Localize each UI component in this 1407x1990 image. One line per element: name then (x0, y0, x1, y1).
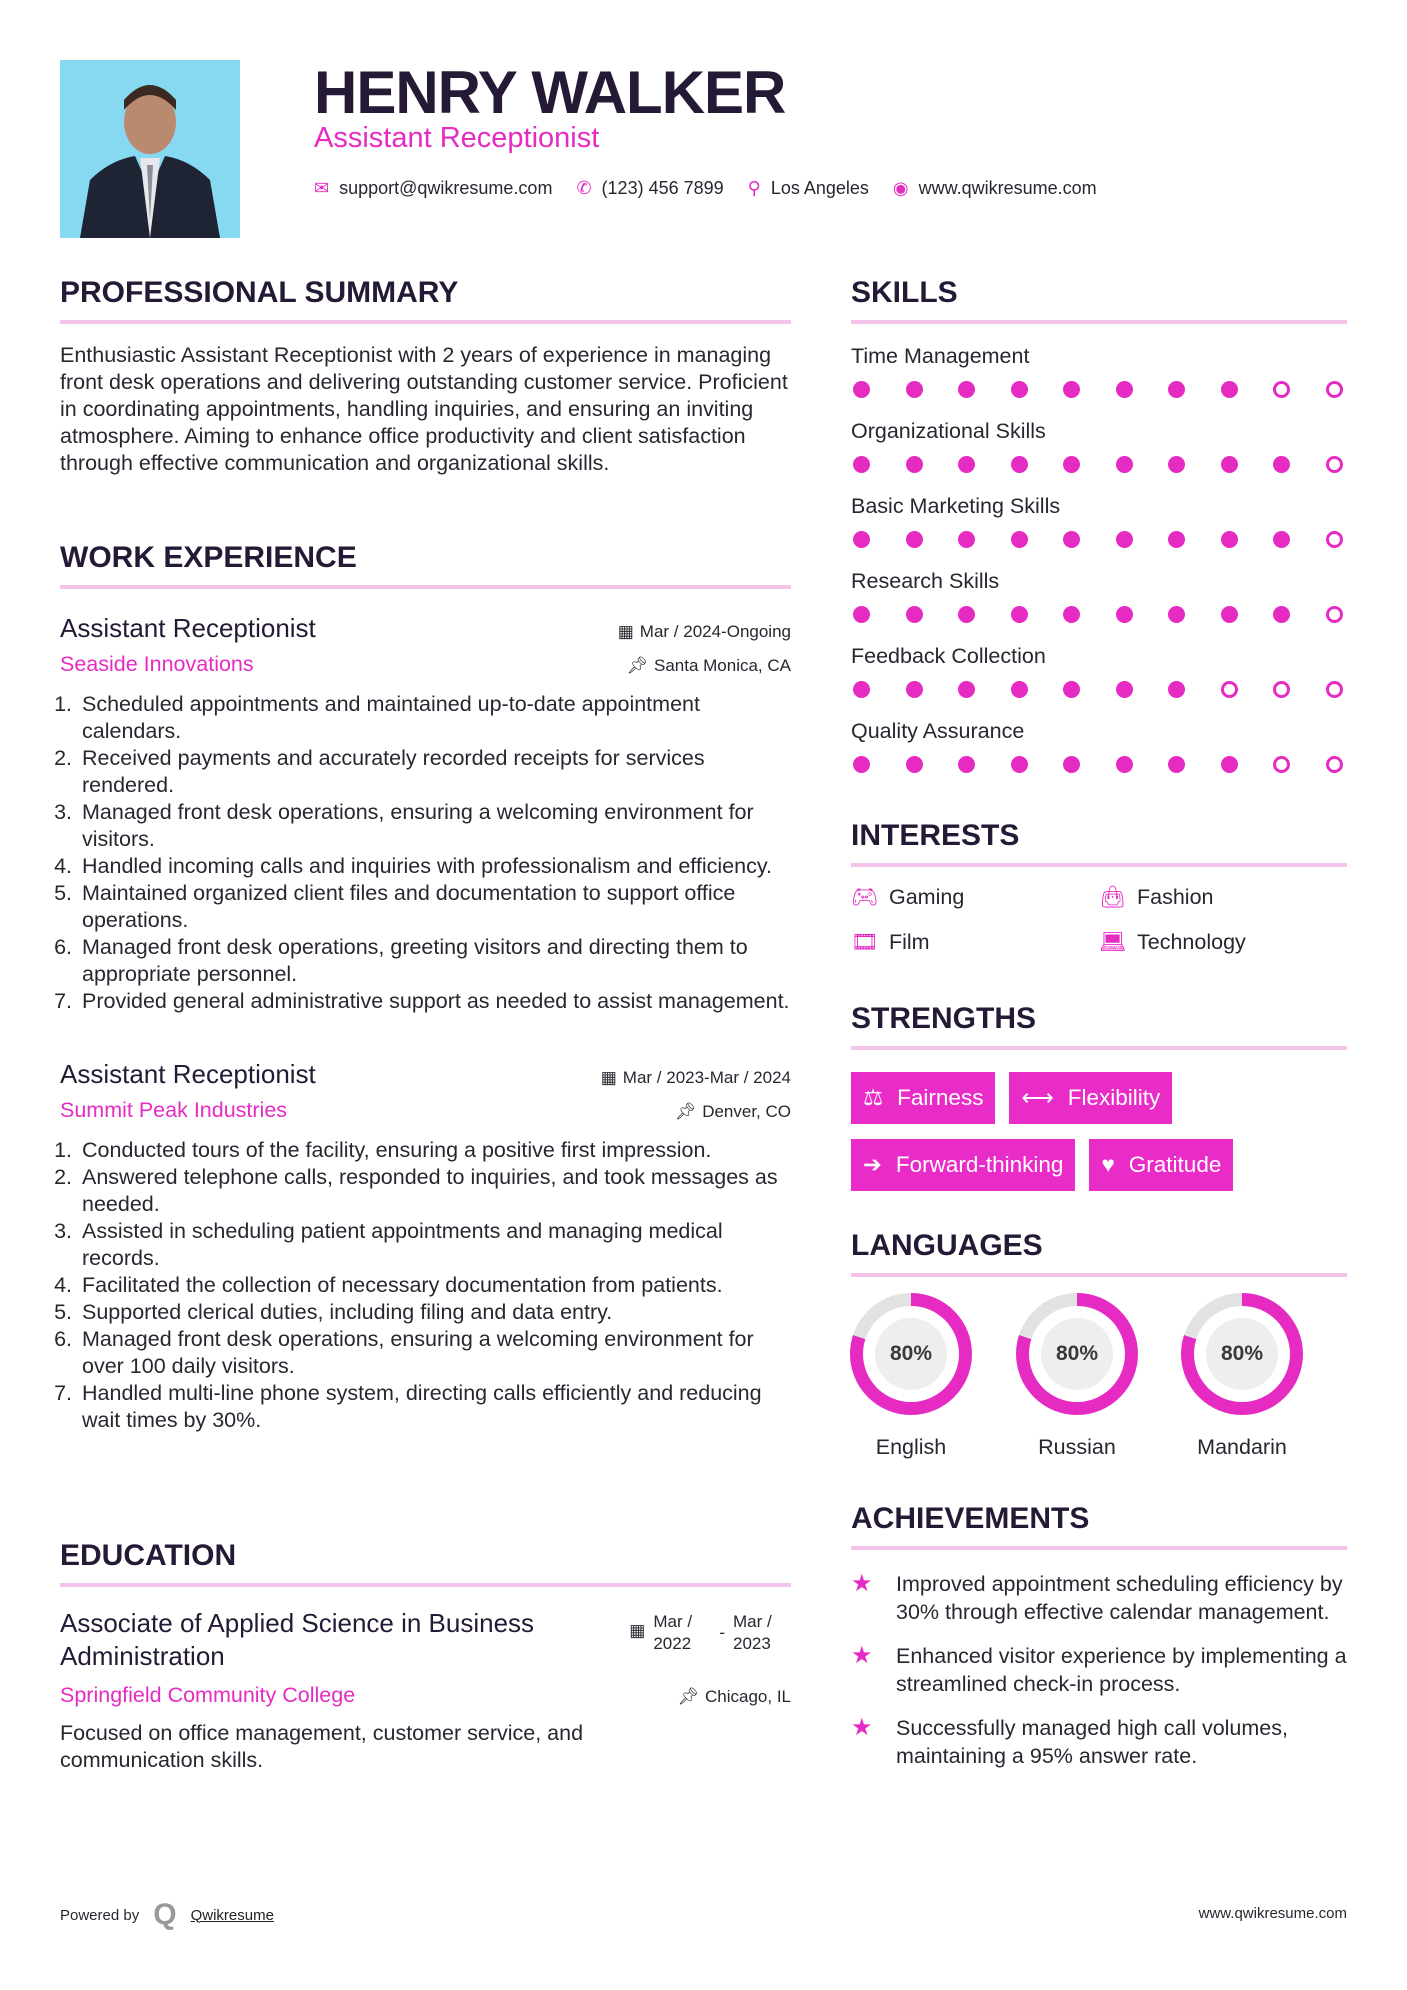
language-item (1157, 1293, 1327, 1460)
divider (60, 1583, 791, 1587)
language-percent: 80% (1041, 1318, 1113, 1390)
strength-badge: ⟷ Flexibility (1009, 1072, 1172, 1124)
section-heading: WORK EXPERIENCE (60, 541, 357, 574)
star-icon: ★ (851, 1714, 873, 1741)
job-duty: 1. Scheduled appointments and maintained up-to-date appointment calendars. (78, 691, 791, 745)
rating-dot-empty (1326, 756, 1343, 773)
skill-name: Research Skills (851, 569, 1000, 593)
job-location: Denver, CO (702, 1102, 791, 1121)
envelope-icon: ✉ (314, 178, 330, 198)
job-duty: 6. Managed front desk operations, ensuring a welcoming environment for over 100 daily visitors. (78, 1326, 791, 1380)
rating-dot-filled (853, 456, 870, 473)
rating-dot-empty (1326, 381, 1343, 398)
skill-item (851, 569, 1347, 644)
job-entry (60, 613, 791, 1015)
rating-dot-filled (906, 606, 923, 623)
rating-dot-filled (1221, 756, 1238, 773)
interest-technology: 💻︎ Technology (1099, 930, 1246, 954)
skill-name: Feedback Collection (851, 644, 1046, 668)
divider (60, 320, 791, 324)
contact-email[interactable]: support@qwikresume.com (339, 178, 553, 198)
job-duty: 5. Maintained organized client files and documentation to support office operations. (78, 880, 791, 934)
rating-dot-empty (1273, 756, 1290, 773)
skill-item (851, 344, 1347, 419)
job-duty: 4. Facilitated the collection of necessary documentation from patients. (78, 1272, 791, 1299)
rating-dot-empty (1221, 681, 1238, 698)
job-duty: 5. Supported clerical duties, including filing and data entry. (78, 1299, 791, 1326)
contact-location: Los Angeles (770, 178, 869, 198)
pushpin-icon: 📌︎ (674, 1102, 697, 1121)
strengths-section (851, 1002, 1347, 1191)
divider (851, 1546, 1347, 1550)
rating-dot-filled (906, 456, 923, 473)
rating-dot-filled (1273, 606, 1290, 623)
divider (851, 320, 1347, 324)
language-ring (1016, 1293, 1138, 1415)
section-heading: SKILLS (851, 276, 958, 309)
shopping-bag-icon: 👜︎ (1099, 885, 1127, 909)
rating-dot-filled (906, 756, 923, 773)
section-heading: PROFESSIONAL SUMMARY (60, 276, 459, 309)
job-entry (60, 1059, 791, 1434)
summary-text: Enthusiastic Assistant Receptionist with 2 years of experience in managing front desk operations and delivering outstanding customer service. Proficient in coordinating appointments, handling inquiries, and ensuring an inviting atmosphere. Aiming to enhance office productivity and client satisfaction through effective communication and organizational skills. (60, 343, 788, 475)
rating-dot-filled (906, 681, 923, 698)
rating-dot-filled (853, 381, 870, 398)
job-location: Santa Monica, CA (653, 656, 791, 675)
language-name: English (875, 1435, 947, 1459)
rating-dot-filled (1168, 606, 1185, 623)
divider (851, 863, 1347, 867)
skill-item (851, 644, 1347, 719)
calendar-icon: ▦ (600, 1068, 617, 1087)
section-heading: LANGUAGES (851, 1229, 1043, 1262)
star-icon: ★ (851, 1642, 873, 1669)
skill-name: Basic Marketing Skills (851, 494, 1061, 518)
interest-fashion: 👜︎ Fashion (1099, 885, 1214, 909)
footer-website[interactable]: www.qwikresume.com (1198, 1905, 1347, 1922)
job-duty: 7. Handled multi-line phone system, directing calls efficiently and reducing wait times by 30%. (78, 1380, 791, 1434)
job-date: Mar / 2024-Ongoing (639, 622, 791, 641)
rating-dot-filled (1116, 456, 1133, 473)
rating-dot-filled (853, 756, 870, 773)
scale-icon: ⚖ (863, 1085, 884, 1110)
language-name: Russian (1038, 1435, 1116, 1459)
company-name: Summit Peak Industries (60, 1098, 288, 1122)
divider (851, 1273, 1347, 1277)
phone-icon: ✆ (576, 178, 592, 198)
rating-dot-filled (1168, 756, 1185, 773)
education-text: Focused on office management, customer service, and communication skills. (60, 1721, 584, 1772)
language-percent: 80% (1206, 1318, 1278, 1390)
rating-dot-filled (1011, 531, 1028, 548)
qwikresume-link[interactable]: Qwikresume (190, 1906, 274, 1924)
calendar-icon: ▦ (629, 1621, 646, 1640)
degree-title: Associate of Applied Science in Business Administration (60, 1608, 535, 1671)
skill-rating (851, 606, 1345, 644)
rating-dot-filled (1011, 756, 1028, 773)
company-name: Seaside Innovations (60, 652, 254, 676)
rating-dot-filled (958, 681, 975, 698)
experience-section (60, 541, 791, 1434)
edu-end-date: Mar / 2023 (733, 1612, 772, 1653)
rating-dot-filled (1221, 381, 1238, 398)
skill-rating (851, 456, 1345, 494)
footer-powered (60, 1898, 274, 1932)
job-duty: 2. Answered telephone calls, responded to inquiries, and took messages as needed. (78, 1164, 791, 1218)
rating-dot-empty (1326, 456, 1343, 473)
strength-badge: ♥ Gratitude (1089, 1139, 1233, 1191)
school-name: Springfield Community College (60, 1683, 356, 1707)
section-heading: EDUCATION (60, 1539, 237, 1572)
job-duty: 4. Handled incoming calls and inquiries with professionalism and efficiency. (78, 853, 791, 880)
rating-dot-filled (1116, 681, 1133, 698)
rating-dot-filled (1168, 681, 1185, 698)
skills-section (851, 276, 1347, 794)
job-title: Assistant Receptionist (60, 613, 316, 643)
section-heading: STRENGTHS (851, 1002, 1037, 1035)
achievement-item: ★ Improved appointment scheduling efficiency by 30% through effective calendar management. (851, 1570, 1343, 1624)
section-heading: ACHIEVEMENTS (851, 1502, 1090, 1535)
skill-item (851, 494, 1347, 569)
job-duty: 3. Assisted in scheduling patient appointments and managing medical records. (78, 1218, 791, 1272)
skill-rating (851, 681, 1345, 719)
language-percent: 80% (875, 1318, 947, 1390)
contact-website[interactable]: www.qwikresume.com (918, 178, 1097, 198)
language-ring (1181, 1293, 1303, 1415)
rating-dot-filled (906, 381, 923, 398)
candidate-title: Assistant Receptionist (314, 122, 600, 154)
rating-dot-filled (1273, 531, 1290, 548)
job-duty: 7. Provided general administrative support as needed to assist management. (78, 988, 791, 1015)
job-duty: 6. Managed front desk operations, greeting visitors and directing them to appropriate personnel. (78, 934, 791, 988)
rating-dot-filled (853, 681, 870, 698)
rating-dot-filled (1116, 756, 1133, 773)
rating-dot-filled (1221, 456, 1238, 473)
qwikresume-logo-icon: Q (153, 1898, 177, 1931)
job-duty: 3. Managed front desk operations, ensuring a welcoming environment for visitors. (78, 799, 791, 853)
rating-dot-filled (958, 456, 975, 473)
rating-dot-filled (1011, 681, 1028, 698)
edu-start-date: Mar / 2022 (653, 1612, 693, 1653)
rating-dot-empty (1273, 681, 1290, 698)
skill-name: Organizational Skills (851, 419, 1046, 443)
job-duty: 1. Conducted tours of the facility, ensuring a positive first impression. (78, 1137, 791, 1164)
calendar-icon: ▦ (617, 622, 634, 641)
rating-dot-empty (1326, 606, 1343, 623)
strength-badge: ➔ Forward-thinking (851, 1139, 1075, 1191)
achievement-item: ★ Enhanced visitor experience by implementing a streamlined check-in process. (851, 1642, 1347, 1696)
job-title: Assistant Receptionist (60, 1059, 316, 1089)
skill-name: Time Management (851, 344, 1030, 368)
skill-item (851, 419, 1347, 494)
rating-dot-filled (1063, 756, 1080, 773)
language-item (826, 1293, 996, 1460)
contact-phone[interactable]: (123) 456 7899 (601, 178, 724, 198)
rating-dot-filled (958, 756, 975, 773)
job-duty: 2. Received payments and accurately recorded receipts for services rendered. (78, 745, 791, 799)
rating-dot-filled (853, 606, 870, 623)
rating-dot-filled (1116, 531, 1133, 548)
interests-section (851, 819, 1347, 955)
rating-dot-filled (1168, 381, 1185, 398)
star-icon: ★ (851, 1570, 873, 1597)
film-icon: 🎞︎ (851, 930, 879, 954)
job-date: Mar / 2023-Mar / 2024 (622, 1068, 791, 1087)
skill-rating (851, 381, 1345, 419)
skill-item (851, 719, 1347, 794)
rating-dot-empty (1326, 531, 1343, 548)
rating-dot-filled (1011, 456, 1028, 473)
skill-name: Quality Assurance (851, 719, 1025, 743)
gamepad-icon: 🎮︎ (851, 885, 879, 909)
rating-dot-filled (1063, 531, 1080, 548)
contact-bar (314, 178, 1097, 199)
arrow-right-icon: ➔ (863, 1152, 882, 1177)
rating-dot-filled (958, 531, 975, 548)
rating-dot-filled (958, 606, 975, 623)
language-item (992, 1293, 1162, 1460)
rating-dot-filled (906, 531, 923, 548)
rating-dot-filled (1063, 606, 1080, 623)
rating-dot-filled (1221, 531, 1238, 548)
powered-by-label: Powered by (60, 1906, 140, 1924)
rating-dot-filled (853, 531, 870, 548)
rating-dot-filled (1221, 606, 1238, 623)
arrows-horizontal-icon: ⟷ (1021, 1085, 1054, 1110)
map-pin-icon: ⚲ (747, 178, 761, 198)
pushpin-icon: 📌︎ (626, 656, 648, 675)
pushpin-icon: 📌︎ (677, 1687, 699, 1706)
skill-rating (851, 756, 1345, 794)
strength-badge: ⚖ Fairness (851, 1072, 995, 1124)
laptop-icon: 💻︎ (1099, 930, 1127, 954)
profile-photo (60, 60, 240, 238)
summary-section (60, 276, 791, 477)
language-ring (850, 1293, 972, 1415)
interest-gaming: 🎮︎ Gaming (851, 885, 965, 909)
rating-dot-filled (1011, 606, 1028, 623)
divider (851, 1046, 1347, 1050)
rating-dot-filled (1116, 381, 1133, 398)
rating-dot-filled (1063, 381, 1080, 398)
rating-dot-empty (1273, 381, 1290, 398)
achievement-item: ★ Successfully managed high call volumes, maintaining a 95% answer rate. (851, 1714, 1288, 1768)
achievements-section (851, 1502, 1347, 1786)
candidate-name: HENRY WALKER (314, 59, 786, 126)
languages-section (851, 1229, 1347, 1469)
language-name: Mandarin (1197, 1435, 1287, 1459)
rating-dot-filled (1168, 531, 1185, 548)
rating-dot-empty (1326, 681, 1343, 698)
interest-film: 🎞︎ Film (851, 930, 930, 954)
globe-icon: ◉ (892, 178, 909, 198)
rating-dot-filled (1011, 381, 1028, 398)
edu-location: Chicago, IL (705, 1687, 791, 1706)
heart-icon: ♥ (1101, 1152, 1115, 1177)
rating-dot-filled (958, 381, 975, 398)
education-section: EDUCATION Associate of Applied Science in Business Administration ▦ Mar / 2022 - Mar / 2023 Springfield Community College 📌︎ Chicago, IL Focused on office management, customer service, and communication skills. (60, 1539, 791, 1772)
divider (60, 585, 791, 589)
rating-dot-filled (1063, 681, 1080, 698)
skill-rating (851, 531, 1345, 569)
rating-dot-filled (1116, 606, 1133, 623)
rating-dot-filled (1273, 456, 1290, 473)
rating-dot-filled (1063, 456, 1080, 473)
section-heading: INTERESTS (851, 819, 1020, 852)
rating-dot-filled (1168, 456, 1185, 473)
